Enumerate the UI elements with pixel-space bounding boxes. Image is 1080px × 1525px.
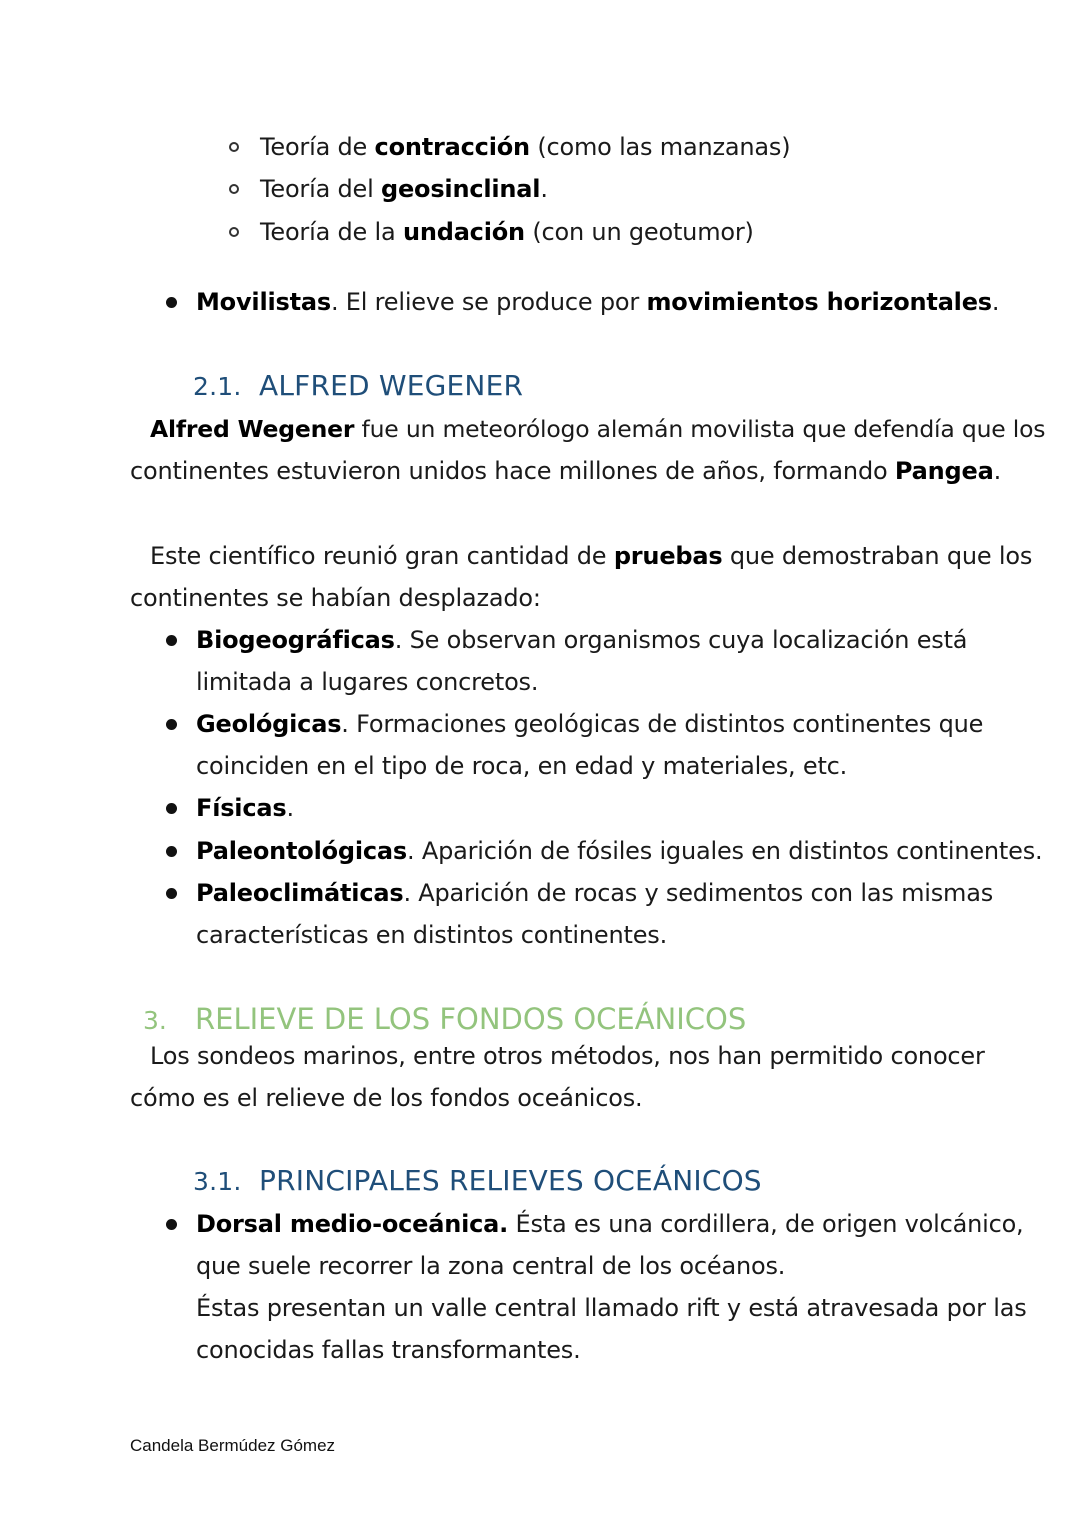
hollow-bullet-icon [229,142,239,152]
hollow-bullet-icon [229,184,239,194]
section-heading-3-1: 3.1. PRINCIPALES RELIEVES OCEÁNICOS [193,1164,762,1197]
dorsal-item-line-2: que suele recorrer la zona central de los océanos. [196,1252,786,1280]
sondeos-paragraph-line-1: Los sondeos marinos, entre otros métodos, nos han permitido conocer [150,1042,985,1070]
section-heading-2-1: 2.1. ALFRED WEGENER [193,369,524,402]
prueba-geologicas: Geológicas. Formaciones geológicas de distintos continentes que [196,710,984,738]
prueba-paleontologicas: Paleontológicas. Aparición de fósiles iguales en distintos continentes. [196,837,1043,865]
theory-undacion: Teoría de la undación (con un geotumor) [260,218,754,246]
footer-author: Candela Bermúdez Gómez [130,1436,336,1455]
pruebas-paragraph-line-1: Este científico reunió gran cantidad de pruebas que demostraban que los [150,542,1033,570]
prueba-fisicas: Físicas. [196,794,294,822]
pruebas-paragraph-line-2: continentes se habían desplazado: [130,584,541,612]
sondeos-paragraph-line-2: cómo es el relieve de los fondos oceánicos. [130,1084,643,1112]
wegener-paragraph-line-1: Alfred Wegener fue un meteorólogo alemán movilista que defendía que los [150,415,1046,443]
prueba-paleoclimaticas: Paleoclimáticas. Aparición de rocas y sedimentos con las mismas [196,879,994,907]
dorsal-item-line-3: Éstas presentan un valle central llamado rift y está atravesada por las [196,1294,1027,1322]
prueba-geologicas-cont: coinciden en el tipo de roca, en edad y materiales, etc. [196,752,848,780]
hollow-bullet-icon [229,227,239,237]
bullet-icon [166,803,177,814]
bullet-icon [166,297,177,308]
prueba-biogeograficas: Biogeográficas. Se observan organismos cuya localización está [196,626,968,654]
prueba-paleoclimaticas-cont: características en distintos continentes. [196,921,667,949]
dorsal-item-line-4: conocidas fallas transformantes. [196,1336,581,1364]
bullet-icon [166,1219,177,1230]
wegener-paragraph-line-2: continentes estuvieron unidos hace millones de años, formando Pangea. [130,457,1002,485]
bullet-icon [166,635,177,646]
bullet-icon [166,888,177,899]
movilistas-item: Movilistas. El relieve se produce por movimientos horizontales. [196,288,1000,316]
section-heading-3: 3. RELIEVE DE LOS FONDOS OCEÁNICOS [143,1002,747,1036]
bullet-icon [166,846,177,857]
bullet-icon [166,719,177,730]
theory-geosinclinal: Teoría del geosinclinal. [260,175,548,203]
theory-contraccion: Teoría de contracción (como las manzanas) [260,133,791,161]
prueba-biogeograficas-cont: limitada a lugares concretos. [196,668,539,696]
dorsal-item-line-1: Dorsal medio-oceánica. Ésta es una cordillera, de origen volcánico, [196,1210,1024,1238]
